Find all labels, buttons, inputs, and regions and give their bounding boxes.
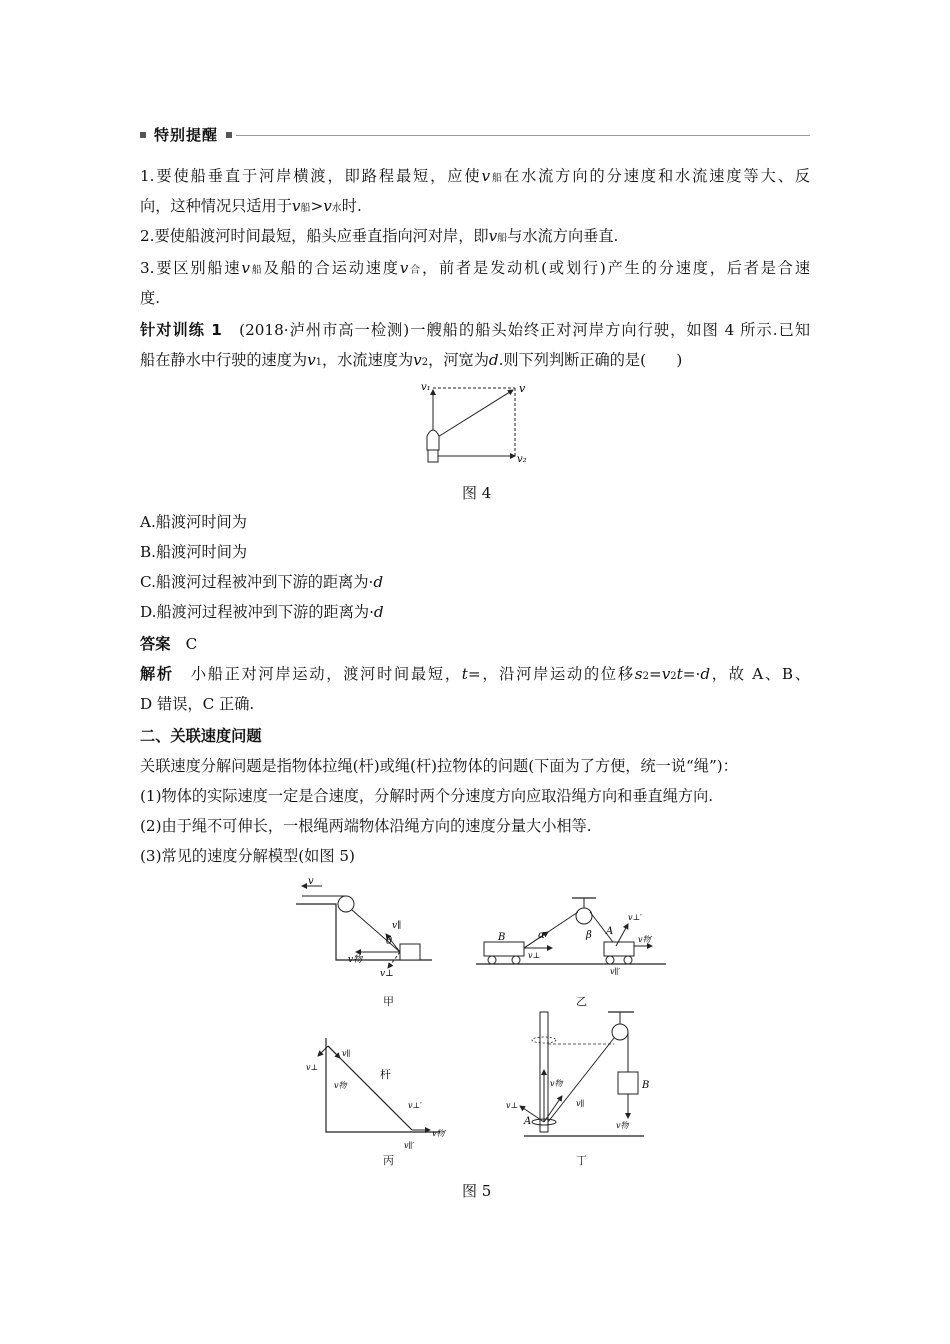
tip-paragraph-2: 2.要使船渡河时间最短，船头应垂直指向河对岸，即v船与水流方向垂直. xyxy=(140,227,619,245)
label-v-perp: v⊥ xyxy=(380,969,394,979)
pulley-icon xyxy=(576,908,592,924)
label-v-obj: v物 xyxy=(348,955,363,965)
wheel-icon xyxy=(512,956,520,964)
label-v-perp-p: v⊥′ xyxy=(408,1101,422,1110)
label-theta: θ xyxy=(386,936,393,947)
boat-icon xyxy=(427,430,439,450)
label-b: B xyxy=(498,932,506,943)
fig4-label-v: v xyxy=(519,382,526,395)
panel-ding-label: 丁 xyxy=(576,1154,587,1167)
label-v-obj-p: v物′ xyxy=(638,935,653,944)
label-v-perp: v⊥ xyxy=(306,1063,319,1072)
tip-paragraph-3: 3.要区别船速v船及船的合运动速度v合，前者是发动机(或划行)产生的分速度，后者是合速 xyxy=(140,259,811,277)
section-2-p2: (1)物体的实际速度一定是合速度，分解时两个分速度方向应取沿绳方向和垂直绳方向. xyxy=(140,787,714,805)
answer-line: 答案 C xyxy=(140,635,198,653)
wheel-icon xyxy=(606,956,614,964)
section-2-heading: 二、关联速度问题 xyxy=(140,727,262,745)
label-a: A xyxy=(524,1116,532,1127)
section-2-p1: 关联速度分解问题是指物体拉绳(杆)或绳(杆)拉物体的问题(下面为了方便，统一说“绳”)： xyxy=(140,757,738,775)
option-a: A.船渡河时间为 xyxy=(140,513,247,531)
fig4-label-v2: v₂ xyxy=(517,454,527,465)
figure-4-caption: 图 4 xyxy=(462,484,492,502)
option-b: B.船渡河时间为 xyxy=(140,543,248,561)
label-v-perp: v⊥ xyxy=(506,1101,519,1110)
block-b xyxy=(618,1072,638,1094)
label-v-par: v∥ xyxy=(392,921,402,931)
header-rule xyxy=(236,135,810,136)
wheel-icon xyxy=(488,956,496,964)
square-icon xyxy=(140,132,146,138)
pulley-icon xyxy=(338,896,354,912)
label-v-perp-p: v⊥′ xyxy=(628,913,642,922)
section-2-p4: (3)常见的速度分解模型(如图 5) xyxy=(140,847,355,865)
exercise-line-2: 船在静水中行驶的速度为v1，水流速度为v2，河宽为d.则下列判断正确的是( ) xyxy=(140,351,683,369)
label-b: B xyxy=(642,1080,650,1091)
label-v-par-p: v∥′ xyxy=(610,967,621,976)
label-v-perp-b: v⊥ xyxy=(528,951,541,960)
figure-5-yi xyxy=(476,896,676,976)
label-beta: β xyxy=(586,930,592,941)
figure-5-jia xyxy=(296,876,436,994)
analysis-line-2: D 错误，C 正确. xyxy=(140,695,255,713)
label-v-obj: v物 xyxy=(334,1081,347,1090)
label-alpha: α xyxy=(538,930,545,941)
figure-5-ding xyxy=(504,1010,674,1146)
square-icon xyxy=(226,132,232,138)
block-icon xyxy=(400,944,420,960)
cart-b xyxy=(484,942,524,956)
tip-header xyxy=(140,124,810,146)
label-v-par: v∥ xyxy=(342,1049,351,1058)
panel-jia-label: 甲 xyxy=(383,995,394,1008)
pulley-icon xyxy=(612,1024,628,1040)
option-c: C.船渡河过程被冲到下游的距离为·d xyxy=(140,573,384,591)
tip-paragraph-1-cont: 向，这种情况只适用于v船>v水时. xyxy=(140,197,362,215)
label-v: v xyxy=(308,876,314,887)
boat-stern xyxy=(428,450,438,462)
label-v-par: v∥ xyxy=(576,1099,585,1108)
tip-paragraph-1: 1.要使船垂直于河岸横渡，即路程最短，应使v船在水流方向的分速度和水流速度等大、反 xyxy=(140,167,811,185)
label-v-par-p: v∥′ xyxy=(404,1141,415,1150)
v-arrow xyxy=(433,390,513,440)
label-v-obj: v物 xyxy=(550,1079,563,1088)
figure-4 xyxy=(415,378,535,470)
analysis-line-1: 解析 小船正对河岸运动，渡河时间最短，t=，沿河岸运动的位移s2=v2t=·d，故 A、B、 xyxy=(140,665,811,683)
wheel-icon xyxy=(624,956,632,964)
option-d: D.船渡河过程被冲到下游的距离为·d xyxy=(140,603,384,621)
section-2-p3: (2)由于绳不可伸长，一根绳两端物体沿绳方向的速度分量大小相等. xyxy=(140,817,592,835)
exercise-line-1: 针对训练 1 (2018·泸州市高一检测)一艘船的船头始终正对河岸方向行驶，如图 4 所示.已知 xyxy=(140,321,811,339)
rope-slant xyxy=(352,910,400,952)
label-v-obj-p: v物′ xyxy=(432,1129,447,1138)
tip-title: 特别提醒 xyxy=(154,126,219,144)
fig4-label-v1: v₁ xyxy=(421,382,431,393)
panel-bing-label: 丙 xyxy=(383,1154,394,1167)
v-par-arrow xyxy=(328,1046,340,1058)
label-v-obj-b: v物 xyxy=(616,1121,629,1130)
label-a: A xyxy=(606,926,614,937)
figure-5-caption: 图 5 xyxy=(462,1182,492,1200)
tip-paragraph-3-cont: 度. xyxy=(140,289,161,307)
panel-yi-label: 乙 xyxy=(576,995,587,1008)
label-rod: 杆 xyxy=(380,1068,391,1081)
figure-5-bing xyxy=(300,1032,460,1152)
cart-a xyxy=(604,942,634,956)
